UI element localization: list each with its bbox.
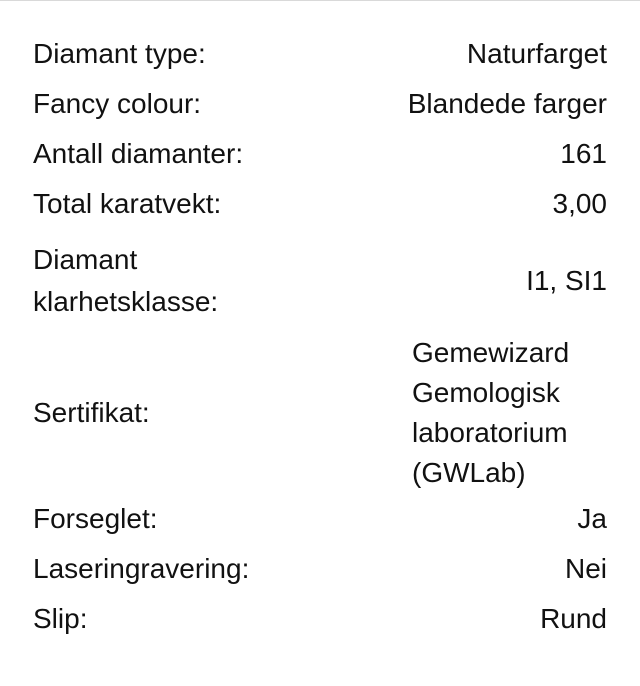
spec-row-diamond-type: [33, 29, 607, 79]
spec-row-clarity-grade: [33, 229, 607, 331]
spec-row-cut: [33, 594, 607, 644]
spec-label: Diamant type:: [33, 38, 206, 69]
spec-row-laser-engraving: [33, 544, 607, 594]
spec-value: Nei: [564, 553, 607, 584]
spec-value: Ja: [577, 503, 607, 534]
spec-value: Naturfarget: [466, 38, 607, 69]
spec-value: 3,00: [552, 188, 607, 219]
spec-label: Fancy colour:: [33, 88, 202, 119]
spec-value: Rund: [540, 603, 607, 634]
spec-label: Forseglet:: [33, 503, 158, 534]
spec-label: Laseringravering:: [33, 553, 250, 584]
spec-row-sealed: [33, 494, 607, 544]
spec-value: 161: [560, 138, 607, 169]
spec-label: Diamant klarhetsklasse:: [33, 244, 219, 317]
spec-row-certificate: [33, 331, 607, 494]
spec-label: Sertifikat:: [33, 396, 150, 428]
spec-row-diamond-count: [33, 129, 607, 179]
diamond-spec-table: [33, 29, 607, 644]
spec-label: Total karatvekt:: [33, 188, 222, 219]
spec-label: Slip:: [33, 603, 88, 634]
spec-row-fancy-colour: [33, 79, 607, 129]
top-divider: [0, 0, 640, 1]
spec-value: I1, SI1: [526, 265, 607, 296]
spec-value: Gemewizard Gemologisk laboratorium (GWLab): [412, 336, 570, 488]
spec-label: Antall diamanter:: [33, 138, 244, 169]
spec-value: Blandede farger: [407, 88, 607, 119]
spec-row-total-carat: [33, 179, 607, 229]
